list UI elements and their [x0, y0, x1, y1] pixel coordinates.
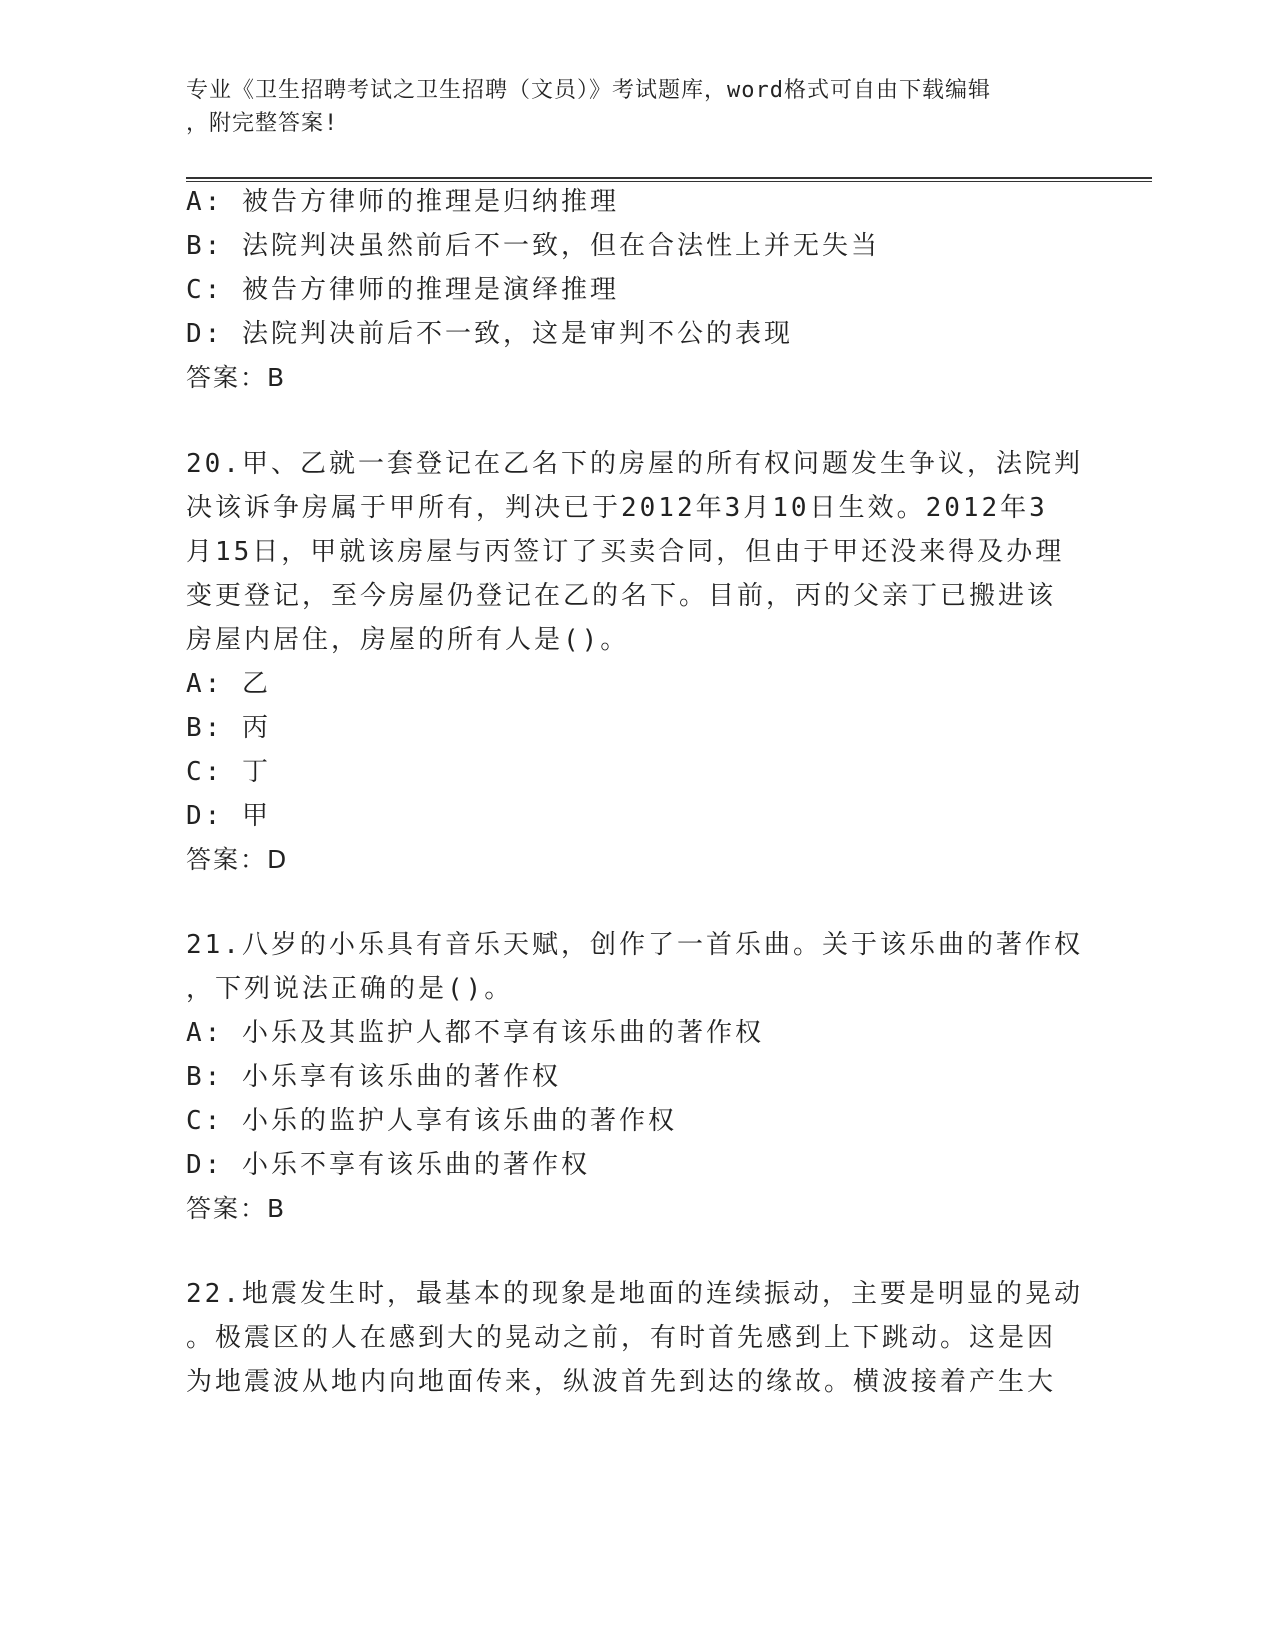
q20-option-c: C: 丁: [186, 757, 271, 787]
q21-text-line-2: ，下列说法正确的是()。: [186, 974, 514, 1004]
q20-text-line-2: 决该诉争房属于甲所有，判决已于2012年3月10日生效。2012年3: [186, 493, 1048, 523]
q20-text-line-3: 月15日，甲就该房屋与丙签订了买卖合同，但由于甲还没来得及办理: [186, 537, 1065, 567]
q20-option-d: D: 甲: [186, 801, 271, 831]
q21-option-c: C: 小乐的监护人享有该乐曲的著作权: [186, 1106, 677, 1136]
q20-option-b: B: 丙: [186, 713, 271, 743]
q19-option-a: A: 被告方律师的推理是归纳推理: [186, 187, 619, 217]
q19-answer: 答案：B: [186, 363, 287, 392]
header-divider: [186, 177, 1152, 179]
q19-option-b: B: 法院判决虽然前后不一致，但在合法性上并无失当: [186, 231, 880, 261]
header-line-2: ，附完整答案!: [186, 111, 339, 136]
q21-option-b: B: 小乐享有该乐曲的著作权: [186, 1062, 561, 1092]
q19-option-d: D: 法院判决前后不一致，这是审判不公的表现: [186, 319, 793, 349]
q21-answer: 答案：B: [186, 1194, 287, 1223]
q21-text-line-1: 21.八岁的小乐具有音乐天赋，创作了一首乐曲。关于该乐曲的著作权: [186, 930, 1083, 960]
q22-text-line-2: 。极震区的人在感到大的晃动之前，有时首先感到上下跳动。这是因: [186, 1323, 1057, 1353]
q20-text-line-1: 20.甲、乙就一套登记在乙名下的房屋的所有权问题发生争议，法院判: [186, 449, 1083, 479]
q20-answer: 答案：D: [186, 845, 289, 874]
q21-option-d: D: 小乐不享有该乐曲的著作权: [186, 1150, 590, 1180]
document-header: [186, 74, 1066, 140]
header-divider-thin: [186, 181, 1152, 182]
q19-option-c: C: 被告方律师的推理是演绎推理: [186, 275, 619, 305]
q20-text-line-4: 变更登记，至今房屋仍登记在乙的名下。目前，丙的父亲丁已搬进该: [186, 581, 1057, 611]
q22-text-line-1: 22.地震发生时，最基本的现象是地面的连续振动，主要是明显的晃动: [186, 1279, 1083, 1309]
q21-option-a: A: 小乐及其监护人都不享有该乐曲的著作权: [186, 1018, 764, 1048]
q22-text-line-3: 为地震波从地内向地面传来，纵波首先到达的缘故。横波接着产生大: [186, 1367, 1057, 1397]
header-line-1: 专业《卫生招聘考试之卫生招聘（文员）》考试题库，word格式可自由下载编辑: [186, 78, 991, 103]
q20-text-line-5: 房屋内居住，房屋的所有人是()。: [186, 625, 630, 655]
q20-option-a: A: 乙: [186, 669, 271, 699]
